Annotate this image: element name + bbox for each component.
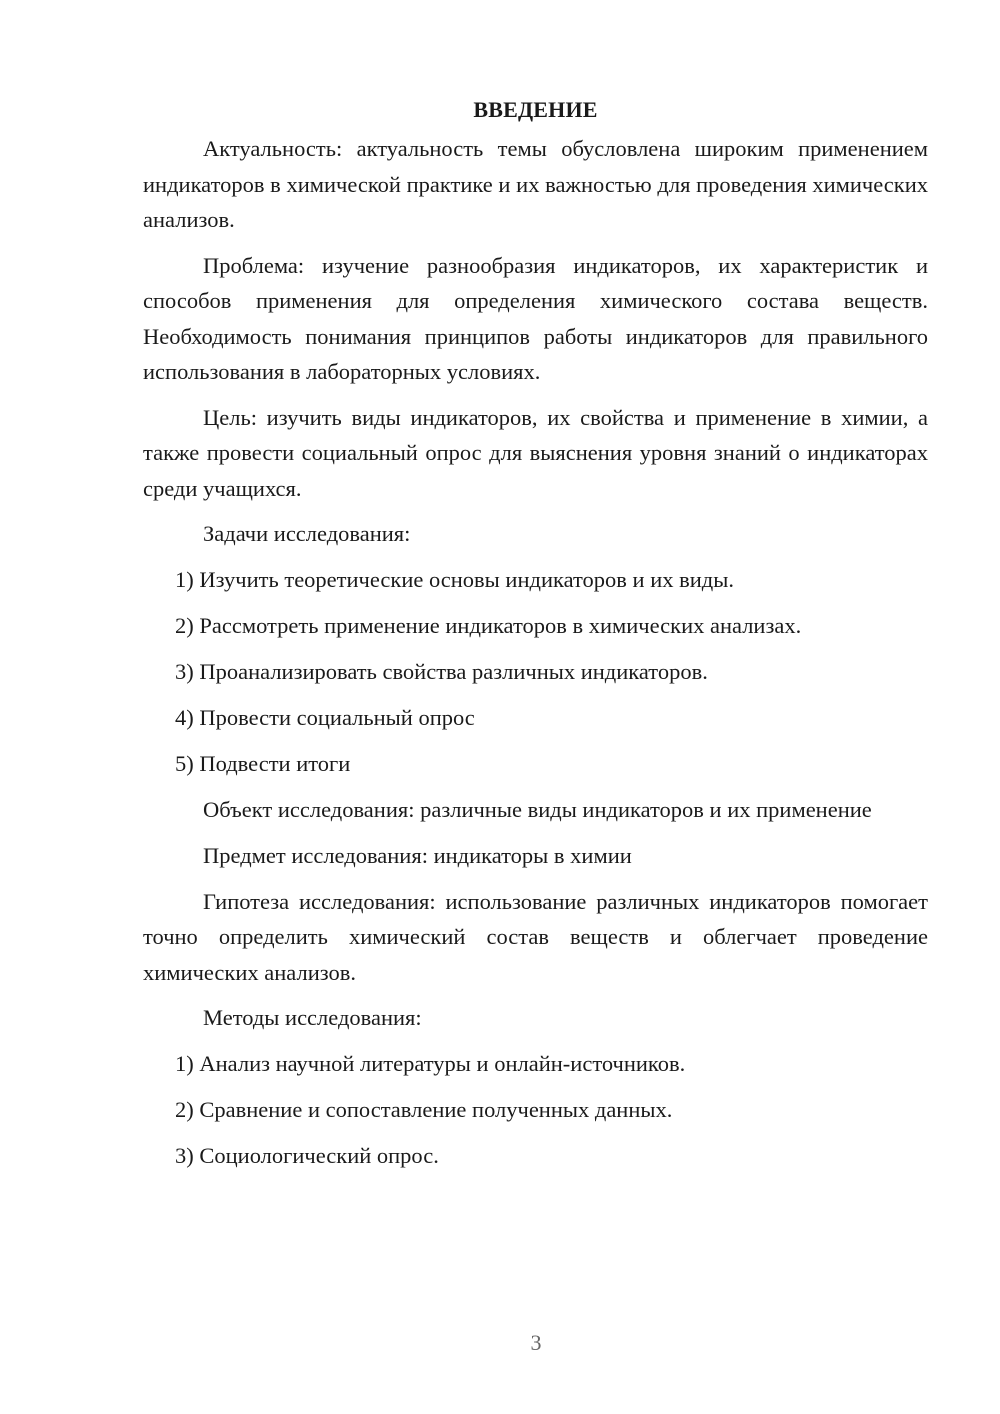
list-item: 1) Изучить теоретические основы индикаторов и их виды. xyxy=(175,567,734,592)
list-item: 2) Сравнение и сопоставление полученных данных. xyxy=(175,1097,673,1122)
list-item: 1) Анализ научной литературы и онлайн-источников. xyxy=(175,1051,686,1076)
subject-paragraph: Предмет исследования: индикаторы в химии xyxy=(203,842,632,868)
list-item: 3) Проанализировать свойства различных индикаторов. xyxy=(175,659,708,684)
hypothesis-paragraph: Гипотеза исследования: использование различных индикаторов помогает точно определить химический состав веществ и облегчает проведение химических анализов. xyxy=(143,888,928,985)
problem-paragraph: Проблема: изучение разнообразия индикаторов, их характеристик и способов применения для определения химического состава веществ. Необходимость понимания принципов работы индикаторов для правильного использования в лабораторных условиях. xyxy=(143,252,928,384)
methods-heading: Методы исследования: xyxy=(203,1005,422,1030)
list-item: 4) Провести социальный опрос xyxy=(175,705,475,730)
list-item: 3) Социологический опрос. xyxy=(175,1143,439,1168)
page-title: ВВЕДЕНИЕ xyxy=(473,97,598,122)
list-item: 2) Рассмотреть применение индикаторов в химических анализах. xyxy=(175,613,802,638)
object-paragraph: Объект исследования: различные виды индикаторов и их применение xyxy=(203,797,872,822)
list-item: 5) Подвести итоги xyxy=(175,751,351,776)
page-number: 3 xyxy=(530,1330,542,1355)
goal-paragraph: Цель: изучить виды индикаторов, их свойства и применение в химии, а также провести социальный опрос для выяснения уровня знаний о индикаторах среди учащихся. xyxy=(143,404,928,501)
tasks-heading: Задачи исследования: xyxy=(203,521,411,546)
methods-list xyxy=(143,1046,928,1174)
document-page xyxy=(143,92,928,1184)
tasks-list xyxy=(143,562,928,782)
relevance-paragraph: Актуальность: актуальность темы обусловлена широким применением индикаторов в химической практике и их важностью для проведения химических анализов. xyxy=(143,136,928,232)
